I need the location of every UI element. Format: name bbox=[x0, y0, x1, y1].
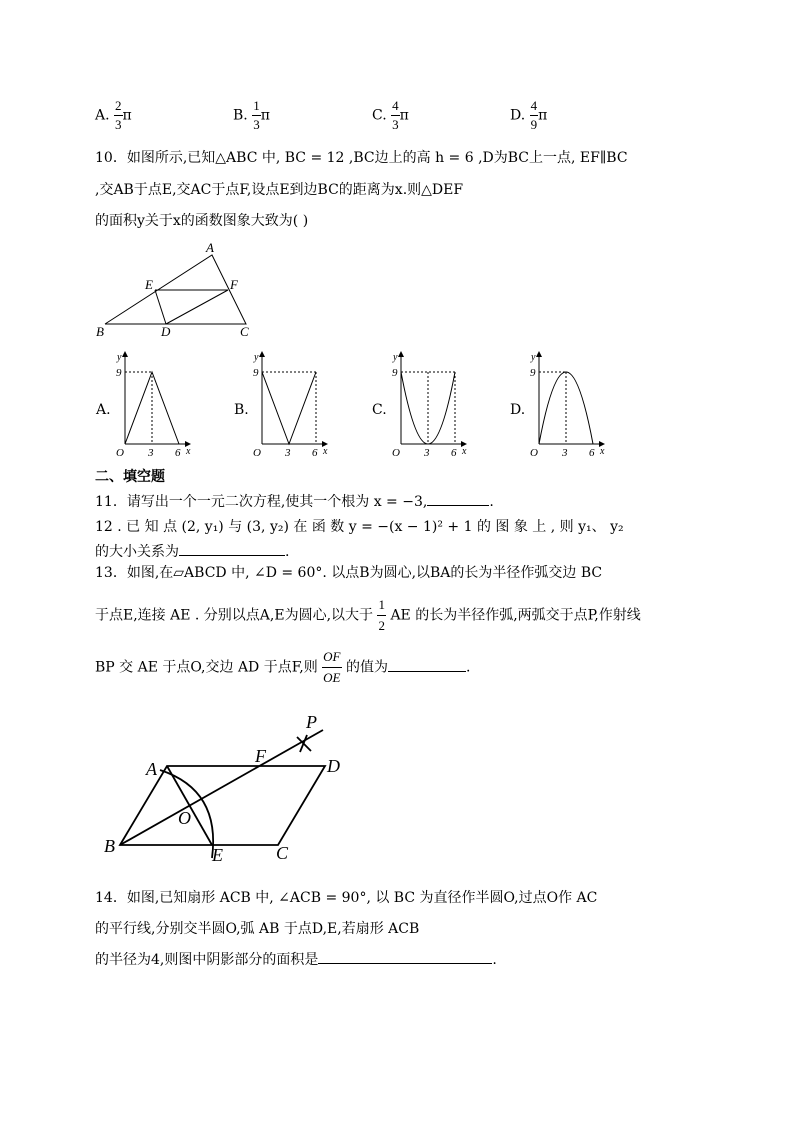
tick-9: 9 bbox=[392, 367, 398, 379]
fraction-one-half: $\frac{1}{2}$ bbox=[378, 597, 385, 633]
q9-option-c: C. $\frac{4}{3}$ π bbox=[372, 98, 409, 132]
tick-9: 9 bbox=[253, 367, 259, 379]
q13-line-1: 13．如图,在▱ABCD 中, ∠D = 60°. 以点B为圆心,以BA的长为半径作弧交边 BC bbox=[95, 565, 603, 581]
graph-option-c-letter: C. bbox=[372, 402, 387, 418]
tick-6: 6 bbox=[175, 447, 181, 459]
tick-9: 9 bbox=[116, 367, 122, 379]
q14-line-3: 的半径为4,则图中阴影部分的面积是 . bbox=[95, 952, 497, 968]
label-a: A bbox=[206, 240, 214, 255]
y-axis-label: y bbox=[117, 352, 122, 363]
origin-label: O bbox=[530, 447, 538, 459]
y-axis-label: y bbox=[254, 352, 259, 363]
label-e: E bbox=[212, 845, 223, 865]
graph-option-d-letter: D. bbox=[510, 402, 526, 418]
label-p: P bbox=[306, 712, 317, 732]
q13-line-2: 于点E,连接 AE . 分别以点A,E为圆心,以大于 $\frac{1}{2}$ AE 的长为半径作弧,两弧交于点P,作射线 bbox=[95, 597, 641, 633]
label-f: F bbox=[230, 277, 238, 292]
option-fraction: $\frac{2}{3}$ bbox=[115, 98, 122, 132]
x-axis-label: x bbox=[462, 446, 467, 457]
section-title: 二、填空题 bbox=[95, 469, 165, 485]
tick-3: 3 bbox=[562, 447, 568, 459]
label-a: A bbox=[146, 759, 157, 779]
option-letter: B. bbox=[233, 107, 248, 124]
label-d: D bbox=[327, 756, 340, 776]
option-fraction: $\frac{4}{9}$ bbox=[530, 98, 538, 132]
option-letter: A. bbox=[95, 107, 110, 124]
answer-blank[interactable] bbox=[318, 963, 492, 964]
q12-line-1: 12 . 已 知 点 (2, y₁) 与 (3, y₂) 在 函 数 y = −(x − 1)² + 1 的 图 象 上 , 则 y₁、 y₂ bbox=[95, 519, 624, 535]
tick-6: 6 bbox=[589, 447, 595, 459]
option-fraction: $\frac{1}{3}$ bbox=[253, 98, 260, 132]
origin-label: O bbox=[253, 447, 261, 459]
ray-bp bbox=[120, 730, 323, 845]
x-axis-label: x bbox=[600, 446, 605, 457]
tick-3: 3 bbox=[285, 447, 291, 459]
q10-line-1: 10．如图所示,已知△ABC 中, BC = 12 ,BC边上的高 h = 6 ,D为BC上一点, EF∥BC bbox=[95, 150, 628, 166]
arc-mark-2 bbox=[300, 735, 307, 752]
q14-line-2: 的平行线,分别交半圆O,弧 AB 于点D,E,若扇形 ACB bbox=[95, 921, 420, 937]
label-f: F bbox=[255, 746, 266, 766]
q12-line-2: 的大小关系为 . bbox=[95, 544, 290, 560]
x-axis-label: x bbox=[323, 446, 328, 457]
q12-text: 的大小关系为 bbox=[95, 544, 179, 560]
q14-line-1: 14．如图,已知扇形 ACB 中, ∠ACB = 90°, 以 BC 为直径作半圆O,过点O作 AC bbox=[95, 890, 598, 906]
label-b: B bbox=[96, 324, 104, 339]
x-axis-label: x bbox=[186, 446, 191, 457]
q9-option-b: B. $\frac{1}{3}$ π bbox=[233, 98, 270, 132]
origin-label: O bbox=[116, 447, 124, 459]
q13-line-3: BP 交 AE 于点O,交边 AD 于点F,则 $\frac{OF}{OE}$ 的值为 . bbox=[95, 649, 471, 685]
tick-6: 6 bbox=[312, 447, 318, 459]
label-c: C bbox=[240, 324, 249, 339]
option-letter: C. bbox=[372, 107, 387, 124]
label-c: C bbox=[276, 843, 289, 863]
q10-line-3: 的面积y关于x的函数图象大致为( ) bbox=[95, 213, 309, 229]
y-axis-label: y bbox=[393, 352, 398, 363]
option-letter: D. bbox=[510, 107, 526, 124]
q9-option-a: A. $\frac{2}{3}$ π bbox=[95, 98, 132, 132]
tick-3: 3 bbox=[424, 447, 430, 459]
label-e: E bbox=[145, 277, 153, 292]
tick-3: 3 bbox=[148, 447, 154, 459]
origin-label: O bbox=[392, 447, 400, 459]
y-axis-label: y bbox=[531, 352, 536, 363]
q9-option-d: D. $\frac{4}{9}$ π bbox=[510, 98, 548, 132]
graph-option-b-letter: B. bbox=[234, 402, 249, 418]
graph-option-a-letter: A. bbox=[96, 402, 111, 418]
q11-text: 11．请写出一个一元二次方程,使其一个根为 x = −3, bbox=[95, 494, 428, 510]
label-o: O bbox=[178, 808, 191, 828]
q11: 11．请写出一个一元二次方程,使其一个根为 x = −3, . bbox=[95, 494, 494, 510]
q10-line-2: ,交AB于点E,交AC于点F,设点E到边BC的距离为x.则△DEF bbox=[95, 182, 464, 198]
option-fraction: $\frac{4}{3}$ bbox=[392, 98, 399, 132]
label-d: D bbox=[161, 324, 171, 339]
tick-6: 6 bbox=[451, 447, 457, 459]
tick-9: 9 bbox=[530, 367, 536, 379]
q14-text: 的半径为4,则图中阴影部分的面积是 bbox=[95, 952, 319, 968]
fraction-of-oe: $\frac{OF}{OE}$ bbox=[323, 649, 341, 685]
label-b: B bbox=[104, 836, 115, 856]
